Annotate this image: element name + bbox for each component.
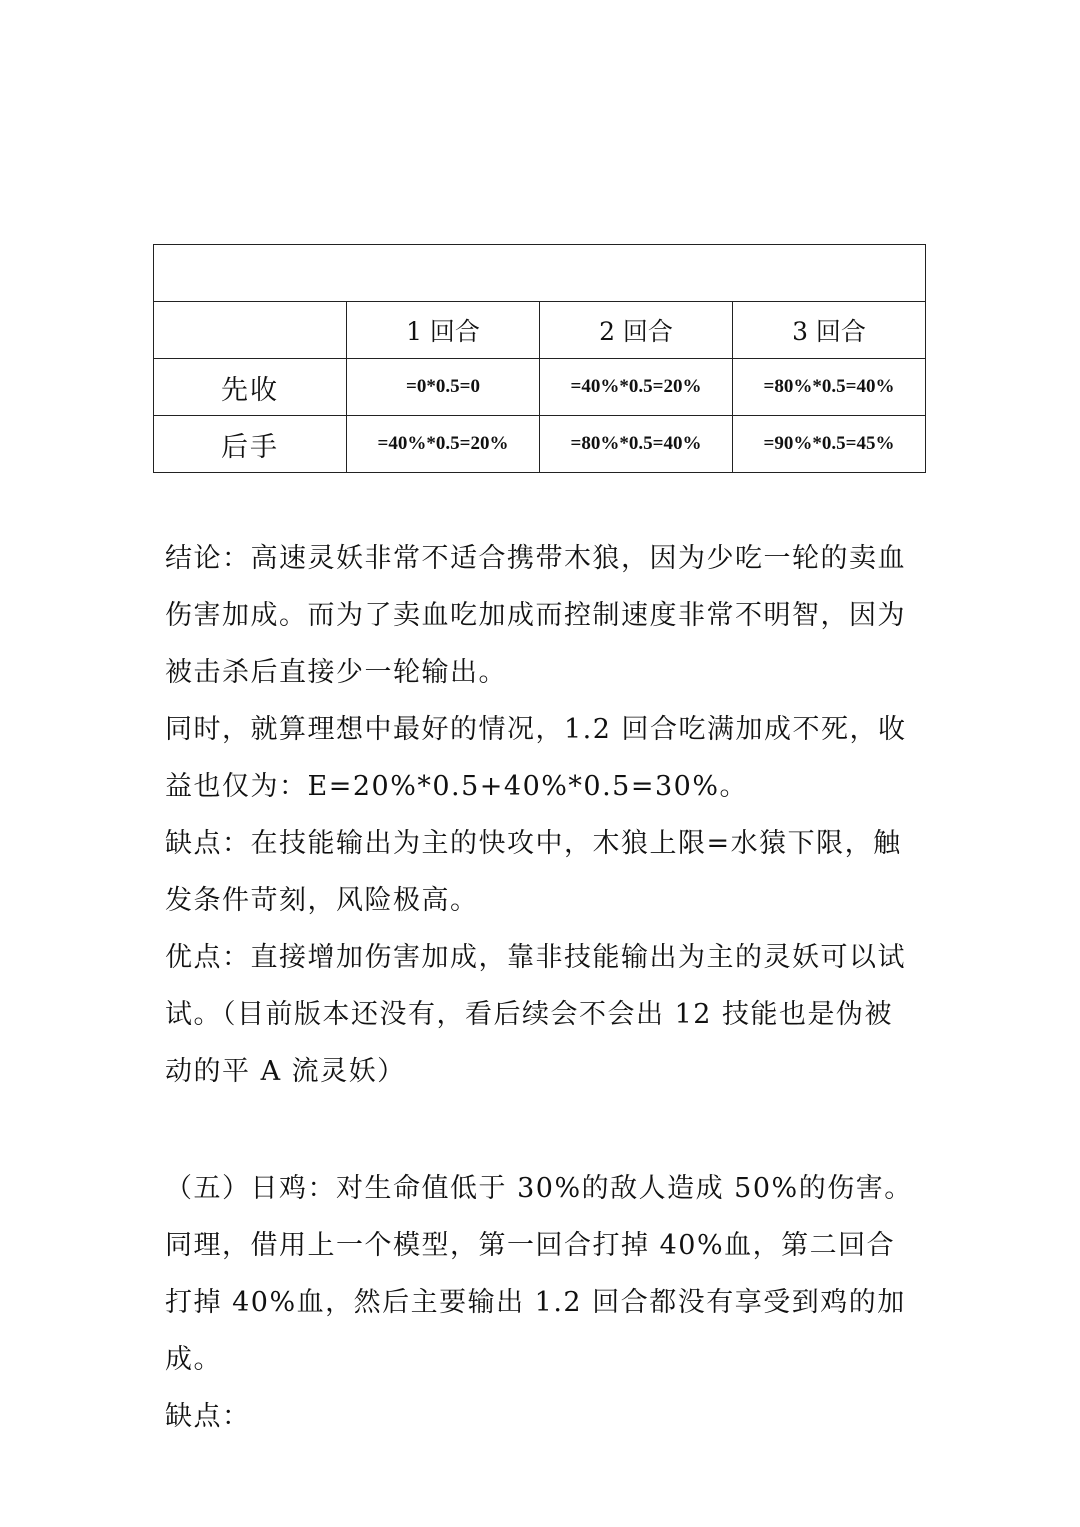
model-paragraph: 同理，借用上一个模型，第一回合打掉 40%血，第二回合打掉 40%血，然后主要输出 1.2 回合都没有享受到鸡的加成。 <box>165 1230 906 1375</box>
table-row-second-move <box>154 416 926 473</box>
formula-cell: =40%*0.5=20% <box>540 359 733 416</box>
header-empty-cell <box>154 302 347 359</box>
analysis-section <box>165 530 920 1100</box>
header-round-1: 1 回合 <box>347 302 540 359</box>
table-row-first-move <box>154 359 926 416</box>
table-header-row <box>154 302 926 359</box>
conclusion-paragraph: 结论：高速灵妖非常不适合携带木狼，因为少吃一轮的卖血伤害加成。而为了卖血吃加成而控制速度非常不明智，因为被击杀后直接少一轮输出。 <box>165 543 906 688</box>
formula-cell: =40%*0.5=20% <box>347 416 540 473</box>
drawbacks-label-paragraph: 缺点： <box>165 1401 251 1432</box>
formula-cell: =90%*0.5=45% <box>733 416 926 473</box>
section-heading-paragraph: （五）日鸡：对生命值低于 30%的敌人造成 50%的伤害。 <box>165 1173 913 1204</box>
row-label-first-move: 先收 <box>154 359 347 416</box>
header-round-3: 3 回合 <box>733 302 926 359</box>
drawbacks-paragraph: 缺点：在技能输出为主的快攻中，木狼上限=水猿下限，触发条件苛刻，风险极高。 <box>165 828 902 916</box>
formula-cell: =0*0.5=0 <box>347 359 540 416</box>
advantages-paragraph: 优点：直接增加伤害加成，靠非技能输出为主的灵妖可以试试。（目前版本还没有，看后续会不会出 12 技能也是伪被动的平 A 流灵妖） <box>165 942 906 1087</box>
formula-cell: =80%*0.5=40% <box>733 359 926 416</box>
ideal-case-paragraph: 同时，就算理想中最好的情况，1.2 回合吃满加成不死，收益也仅为：E=20%*0.5+40%*0.5=30%。 <box>165 714 907 802</box>
table-title-row <box>154 245 926 302</box>
damage-bonus-table <box>153 244 926 473</box>
header-round-2: 2 回合 <box>540 302 733 359</box>
formula-cell: =80%*0.5=40% <box>540 416 733 473</box>
sun-chicken-section <box>165 1160 920 1445</box>
table-title-cell <box>154 245 926 302</box>
row-label-second-move: 后手 <box>154 416 347 473</box>
